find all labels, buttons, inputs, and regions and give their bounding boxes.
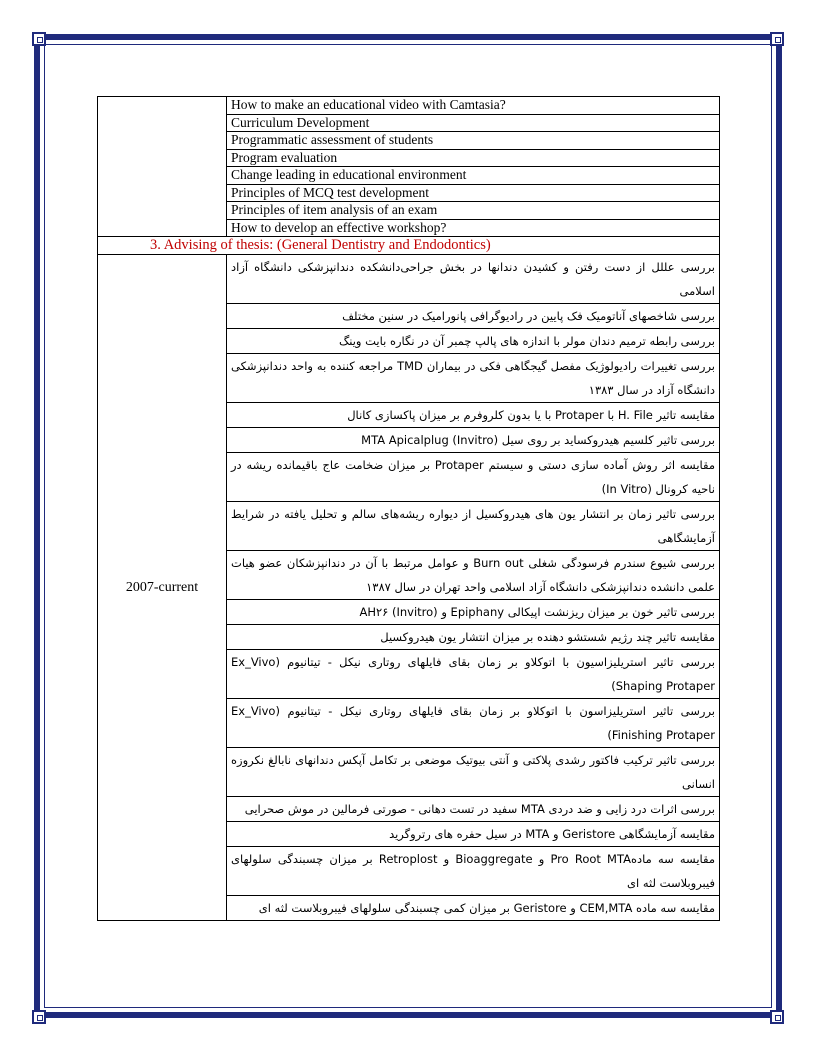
workshop-title: Program evaluation: [227, 149, 720, 167]
cv-table: [97, 96, 720, 921]
border-corner-ornament: [32, 32, 46, 46]
border-corner-ornament: [32, 1010, 46, 1024]
workshop-year-cell: [98, 97, 227, 237]
thesis-period-cell: 2007-current: [98, 255, 227, 921]
thesis-title: بررسی تاثیر استریلیزاسون با اتوکلاو بر زمان بقای فایلهای روتاری نیکل - تیتانیوم (Ex_Vivo Finishing Protaper): [227, 699, 720, 748]
thesis-title: بررسی تاثیر ترکیب فاکتور رشدی پلاکتی و آنتی بیوتیک موضعی بر تکامل آپکس دندانهای نابالغ نکروزه انسانی: [227, 748, 720, 797]
workshop-title: Curriculum Development: [227, 114, 720, 132]
thesis-title: بررسی تغییرات رادیولوژیک مفصل گیجگاهی فکی در بیماران TMD مراجعه کننده به واحد دندانپزشکی دانشگاه آزاد در سال ۱۳۸۳: [227, 354, 720, 403]
thesis-title: بررسی تاثیر زمان بر انتشار یون های هیدروکسیل از دیواره ریشه‌های سالم و تحلیل یافته در شرایط آزمایشگاهی: [227, 502, 720, 551]
thesis-title: بررسی تاثیر خون بر میزان ریزنشت اپیکالی Epiphany و AH۲۶ (Invitro): [227, 600, 720, 625]
workshop-title: How to make an educational video with Camtasia?: [227, 97, 720, 115]
thesis-title: بررسی شیوع سندرم فرسودگی شغلی Burn out و عوامل مرتبط با آن در دندانپزشکان عضو هیات علمی دانشده دندانپزشکی دانشگاه آزاد اسلامی واحد تهران در سال ۱۳۸۷: [227, 551, 720, 600]
border-corner-ornament: [770, 1010, 784, 1024]
thesis-title: بررسی تاثیر استریلیزاسیون با اتوکلاو بر زمان بقای فایلهای روتاری نیکل - تیتانیوم (Ex_Vivo Shaping Protaper): [227, 650, 720, 699]
workshop-title: How to develop an effective workshop?: [227, 219, 720, 237]
thesis-title: مقایسه آزمایشگاهی Geristore و MTA در سیل حفره های رتروگرید: [227, 822, 720, 847]
workshop-title: Principles of item analysis of an exam: [227, 202, 720, 220]
border-corner-ornament: [770, 32, 784, 46]
section-heading: 3. Advising of thesis: (General Dentistry and Endodontics): [98, 237, 720, 255]
workshop-title: Change leading in educational environment: [227, 167, 720, 185]
thesis-title: بررسی تاثیر کلسیم هیدروکساید بر روی سیل MTA Apicalplug (Invitro): [227, 428, 720, 453]
thesis-title: مقایسه سه ماده CEM,MTA و Geristore بر میزان کمی چسبندگی سلولهای فیبروبلاست لثه ای: [227, 896, 720, 921]
thesis-title: مقایسه تاثیر H. File با Protaper با یا بدون کلروفرم بر میزان پاکسازی کانال: [227, 403, 720, 428]
workshop-title: Principles of MCQ test development: [227, 184, 720, 202]
thesis-title: مقایسه اثر روش آماده سازی دستی و سیستم Protaper بر میزان ضخامت عاج باقیمانده ریشه در ناحیه کرونال (In Vitro): [227, 453, 720, 502]
thesis-title: بررسی رابطه ترمیم دندان مولر با اندازه های پالپ چمبر آن در نگاره بایت وینگ: [227, 329, 720, 354]
workshop-title: Programmatic assessment of students: [227, 132, 720, 150]
thesis-title: مقایسه سه مادهPro Root MTA و Bioaggregate و Retroplost بر میزان چسبندگی سلولهای فیبروبلاست لثه ای: [227, 847, 720, 896]
thesis-title: بررسی اثرات درد زایی و ضد دردی MTA سفید در تست دهانی - صورتی فرمالین در موش صحرایی: [227, 797, 720, 822]
thesis-title: مقایسه تاثیر چند رژیم شستشو دهنده بر میزان انتشار یون هیدروکسیل: [227, 625, 720, 650]
thesis-title: بررسی شاخصهای آناتومیک فک پایین در رادیوگرافی پانورامیک در سنین مختلف: [227, 304, 720, 329]
thesis-title: بررسی عللل از دست رفتن و کشیدن دندانها در بخش جراحی‌دانشکده دندانپزشکی دانشگاه آزاد اسلامی: [227, 255, 720, 304]
